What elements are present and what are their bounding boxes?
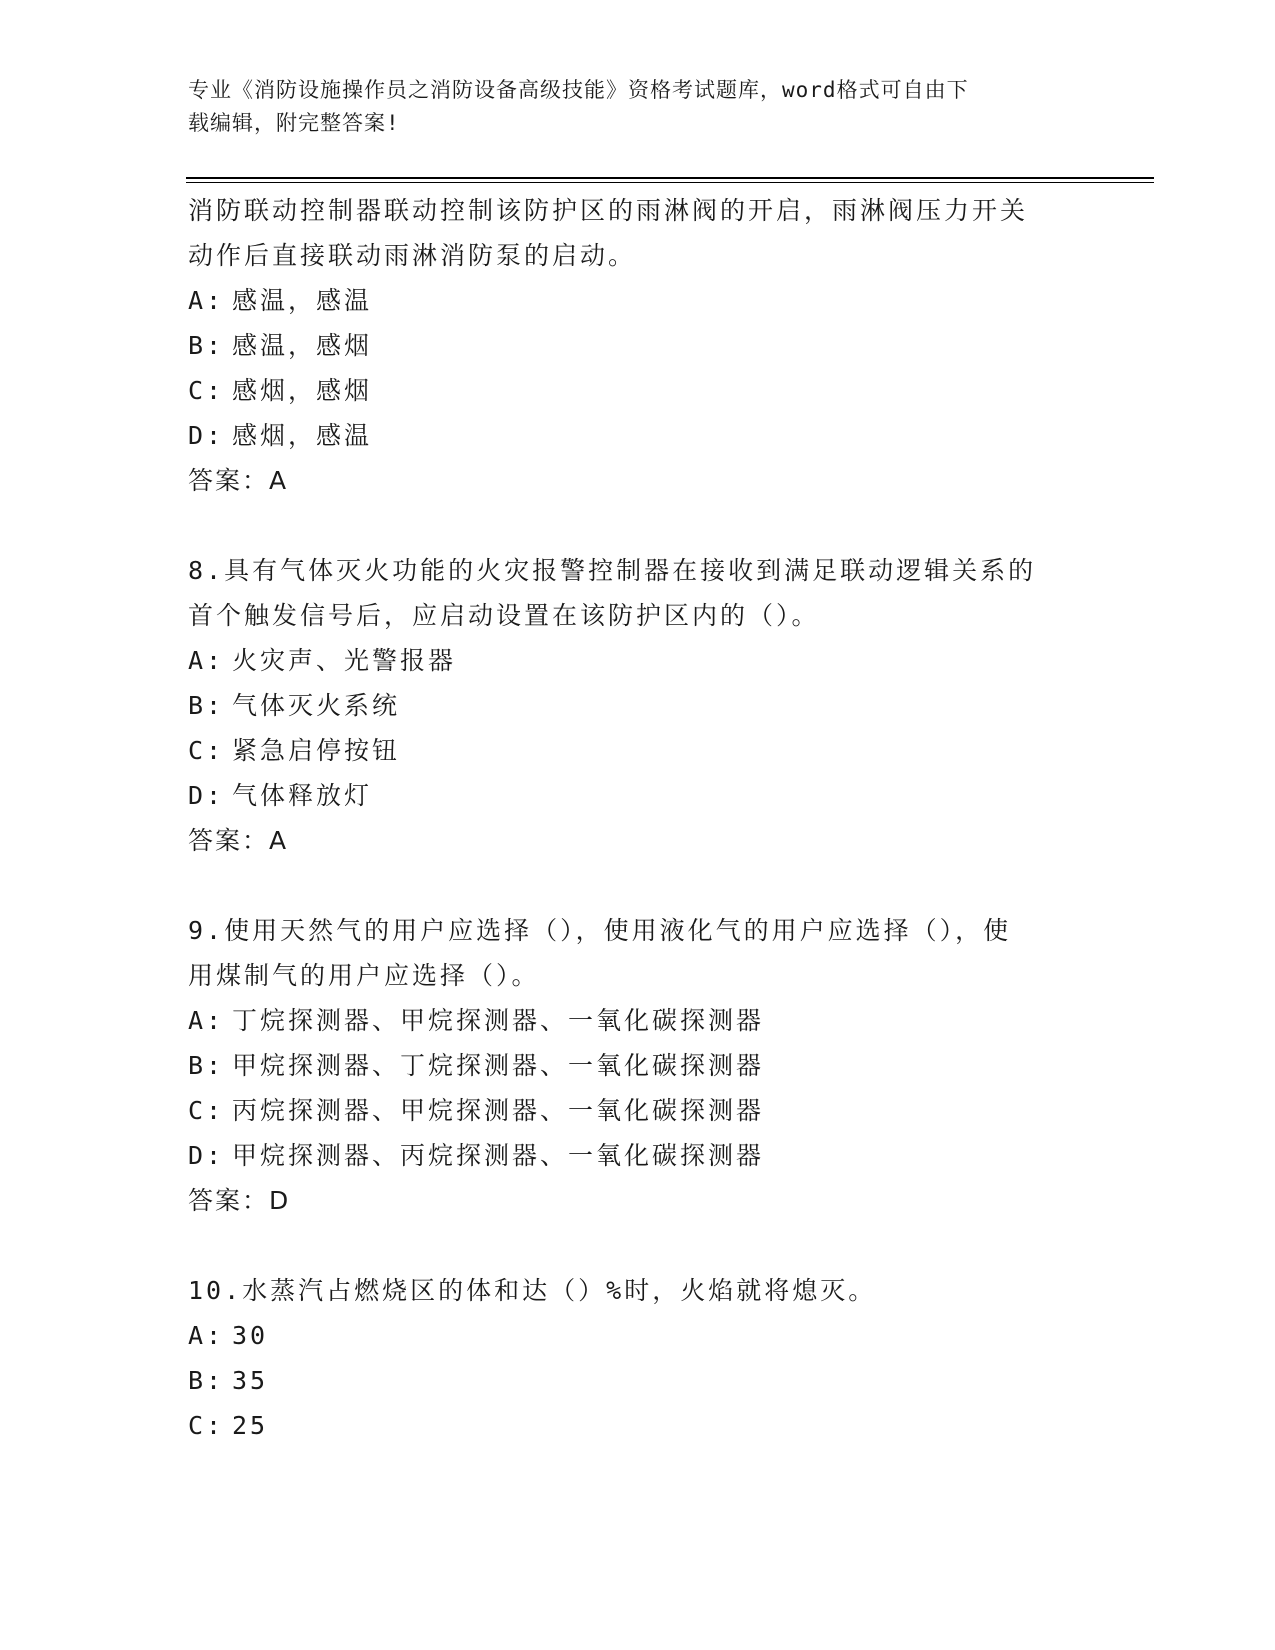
question-stem-line: 9.使用天然气的用户应选择（），使用液化气的用户应选择（），使 [188,916,1012,945]
option-b [188,323,1088,368]
document-header [188,74,1068,140]
option-text: 感烟，感温 [232,421,373,450]
option-a [188,998,1088,1043]
option-letter: C: [188,1096,225,1125]
option-text: 感温，感温 [232,286,373,315]
option-letter: A: [188,286,225,315]
option-text: 紧急启停按钮 [232,736,401,765]
option-a [188,1313,1088,1358]
option-a [188,638,1088,683]
option-text: 感烟，感烟 [232,376,373,405]
question-list [188,188,1088,1448]
question-stem-line: 8.具有气体灭火功能的火灾报警控制器在接收到满足联动逻辑关系的 [188,556,1037,585]
question-7 [188,188,1088,503]
option-text: 气体灭火系统 [232,691,401,720]
option-text: 气体释放灯 [232,781,373,810]
option-letter: B: [188,1366,225,1395]
option-c [188,1088,1088,1133]
option-d [188,413,1088,458]
question-stem-line: 用煤制气的用户应选择（）。 [188,961,540,990]
option-text: 甲烷探测器、丁烷探测器、一氧化碳探测器 [232,1051,765,1080]
option-text: 甲烷探测器、丙烷探测器、一氧化碳探测器 [232,1141,765,1170]
option-text: 25 [232,1411,269,1440]
question-8 [188,548,1088,863]
header-divider-thin [186,182,1154,183]
option-text: 丁烷探测器、甲烷探测器、一氧化碳探测器 [232,1006,765,1035]
option-letter: C: [188,736,225,765]
option-b [188,1043,1088,1088]
option-b [188,1358,1088,1403]
question-stem-line: 动作后直接联动雨淋消防泵的启动。 [188,241,637,270]
header-line-2: 载编辑，附完整答案! [188,111,400,135]
option-d [188,773,1088,818]
question-stem-line: 消防联动控制器联动控制该防护区的雨淋阀的开启，雨淋阀压力开关 [188,196,1029,225]
question-stem-line: 10.水蒸汽占燃烧区的体和达（）%时，火焰就将熄灭。 [188,1276,877,1305]
question-stem-line: 首个触发信号后，应启动设置在该防护区内的（）。 [188,601,820,630]
option-b [188,683,1088,728]
option-letter: B: [188,691,225,720]
option-letter: B: [188,331,225,360]
answer-line: 答案：A [188,826,289,855]
option-letter: D: [188,421,225,450]
option-letter: A: [188,646,225,675]
option-text: 感温，感烟 [232,331,373,360]
option-letter: A: [188,1321,225,1350]
option-letter: C: [188,1411,225,1440]
option-c [188,1403,1088,1448]
question-9 [188,908,1088,1223]
option-text: 30 [232,1321,269,1350]
answer-line: 答案：A [188,466,289,495]
option-c [188,368,1088,413]
option-text: 丙烷探测器、甲烷探测器、一氧化碳探测器 [232,1096,765,1125]
option-text: 火灾声、光警报器 [232,646,457,675]
header-divider-thick [186,177,1154,179]
option-d [188,1133,1088,1178]
option-letter: A: [188,1006,225,1035]
option-letter: D: [188,781,225,810]
header-line-1: 专业《消防设施操作员之消防设备高级技能》资格考试题库，word格式可自由下 [188,78,969,102]
option-text: 35 [232,1366,269,1395]
option-letter: B: [188,1051,225,1080]
option-letter: D: [188,1141,225,1170]
option-letter: C: [188,376,225,405]
option-a [188,278,1088,323]
answer-line: 答案：D [188,1186,291,1215]
option-c [188,728,1088,773]
question-10 [188,1268,1088,1448]
